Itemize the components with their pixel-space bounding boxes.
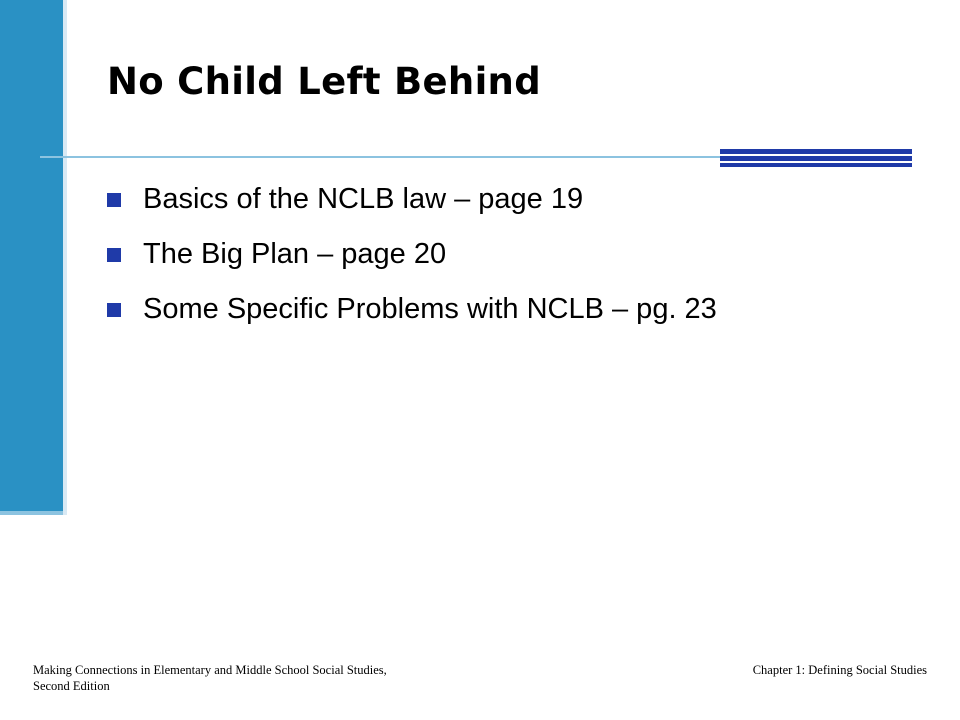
divider-accent-stripe	[720, 156, 912, 161]
bullet-text: Some Specific Problems with NCLB – pg. 23	[143, 293, 717, 325]
bullet-list	[107, 172, 717, 337]
slide-title: No Child Left Behind	[107, 60, 541, 103]
square-bullet-icon	[107, 248, 121, 262]
side-accent-bar-shadow	[63, 0, 67, 515]
footer-chapter: Chapter 1: Defining Social Studies	[752, 663, 927, 677]
title-divider-line	[40, 156, 720, 158]
footer-book-title: Making Connections in Elementary and Middle School Social Studies, Second Edition	[33, 663, 387, 693]
bullet-text: Basics of the NCLB law – page 19	[143, 183, 584, 215]
side-accent-bar	[0, 0, 63, 511]
bullet-item	[107, 172, 717, 227]
divider-accent-stripe	[720, 163, 912, 167]
square-bullet-icon	[107, 303, 121, 317]
bullet-item	[107, 227, 717, 282]
bullet-text: The Big Plan – page 20	[143, 238, 447, 270]
side-accent-bar-edge	[0, 511, 63, 515]
square-bullet-icon	[107, 193, 121, 207]
divider-accent-stripe	[720, 149, 912, 154]
bullet-item	[107, 282, 717, 337]
